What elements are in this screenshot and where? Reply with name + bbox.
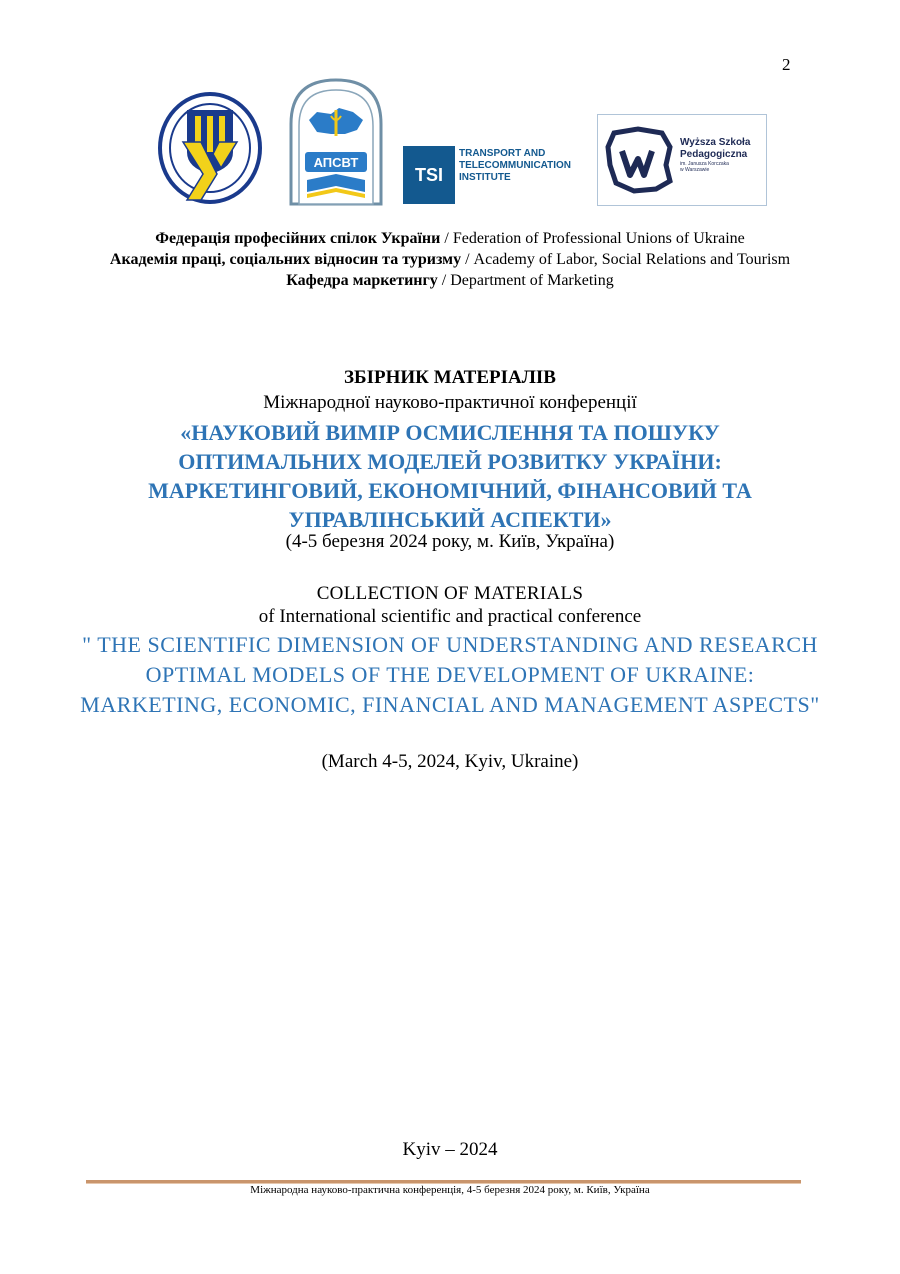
page-number: 2 bbox=[782, 55, 791, 74]
organization-en: Federation of Professional Unions of Ukraine bbox=[452, 230, 745, 247]
en-conference-title: " THE SCIENTIFIC DIMENSION OF UNDERSTANDING AND RESEARCH OPTIMAL MODELS OF THE DEVELOPMENT OF UKRAINE: MARKETING, ECONOMIC, FINANCIAL AND MANAGEMENT ASPECTS" bbox=[80, 632, 820, 717]
organizations bbox=[90, 228, 810, 291]
wsp-logo-frame bbox=[597, 114, 767, 206]
tsi-logo-icon bbox=[403, 146, 579, 206]
wsp-logo-icon bbox=[597, 114, 767, 206]
en-conference-dates: (March 4-5, 2024, Kyiv, Ukraine) bbox=[321, 751, 579, 772]
organization-en: Department of Marketing bbox=[450, 272, 614, 289]
ua-conference-subheading: Міжнародної науково-практичної конференції bbox=[263, 392, 637, 413]
en-collection-heading: COLLECTION OF MATERIALS bbox=[316, 583, 584, 604]
organization-ua: Академія праці bbox=[109, 251, 222, 268]
footer-text: Міжнародна науково-практична конференція, 4-5 березня 2024 року, м. Київ, Україна bbox=[250, 1184, 650, 1196]
apsvt-emblem-icon bbox=[287, 76, 385, 206]
logos-row bbox=[0, 76, 900, 210]
organization-line bbox=[90, 270, 810, 291]
wsp-name-small: im. Janusza Korczaka bbox=[680, 161, 729, 167]
ua-conference-title: «НАУКОВИЙ ВИМІР ОСМИСЛЕННЯ ТА ПОШУКУ ОПТИМАЛЬНИХ МОДЕЛЕЙ РОЗВИТКУ УКРАЇНИ: МАРКЕТИНГОВИЙ, ЕКОНОМІЧНИЙ, ФІНАНСОВИЙ ТА УПРАВЛІНСЬКИЙ АСПЕКТИ» bbox=[148, 420, 752, 532]
tsi-name bbox=[459, 148, 571, 184]
tsi-name-line: TRANSPORT AND bbox=[459, 148, 546, 159]
city-year: Kyiv – 2024 bbox=[402, 1139, 498, 1160]
wsp-name-line: Wyższa Szkoła bbox=[680, 137, 751, 148]
tsi-name-line: TELECOMMUNICATION bbox=[459, 160, 572, 171]
en-conference-subheading: of International scientific and practical conference bbox=[258, 606, 642, 627]
organization-line bbox=[90, 249, 810, 270]
organization-sep: / bbox=[440, 230, 453, 247]
fpu-emblem-icon bbox=[157, 90, 267, 206]
ua-conference-dates: (4-5 березня 2024 року, м. Київ, Україна) bbox=[285, 531, 615, 552]
organization-ua: Кафедра маркетингу bbox=[286, 272, 438, 289]
organization-line bbox=[90, 228, 810, 249]
wsp-name-small: w Warszawie bbox=[680, 167, 710, 173]
organization-sep: / bbox=[437, 272, 451, 289]
tsi-name-line: INSTITUTE bbox=[459, 172, 511, 183]
wsp-name bbox=[680, 137, 750, 173]
organization-ua-cont: , соціальних відносин та туризму bbox=[221, 251, 462, 268]
organization-sep: / bbox=[461, 251, 474, 268]
apsvt-logo-text: АПСВТ bbox=[313, 155, 359, 170]
organization-en: Academy of Labor, Social Relations and Tourism bbox=[473, 251, 791, 268]
poland-map-icon bbox=[604, 125, 680, 195]
ua-collection-heading: ЗБІРНИК МАТЕРІАЛІВ bbox=[344, 367, 556, 388]
tsi-abbr: TSI bbox=[403, 146, 455, 204]
wsp-name-line: Pedagogiczna bbox=[680, 149, 748, 160]
organization-ua: Федерація професійних спілок України bbox=[155, 230, 441, 247]
